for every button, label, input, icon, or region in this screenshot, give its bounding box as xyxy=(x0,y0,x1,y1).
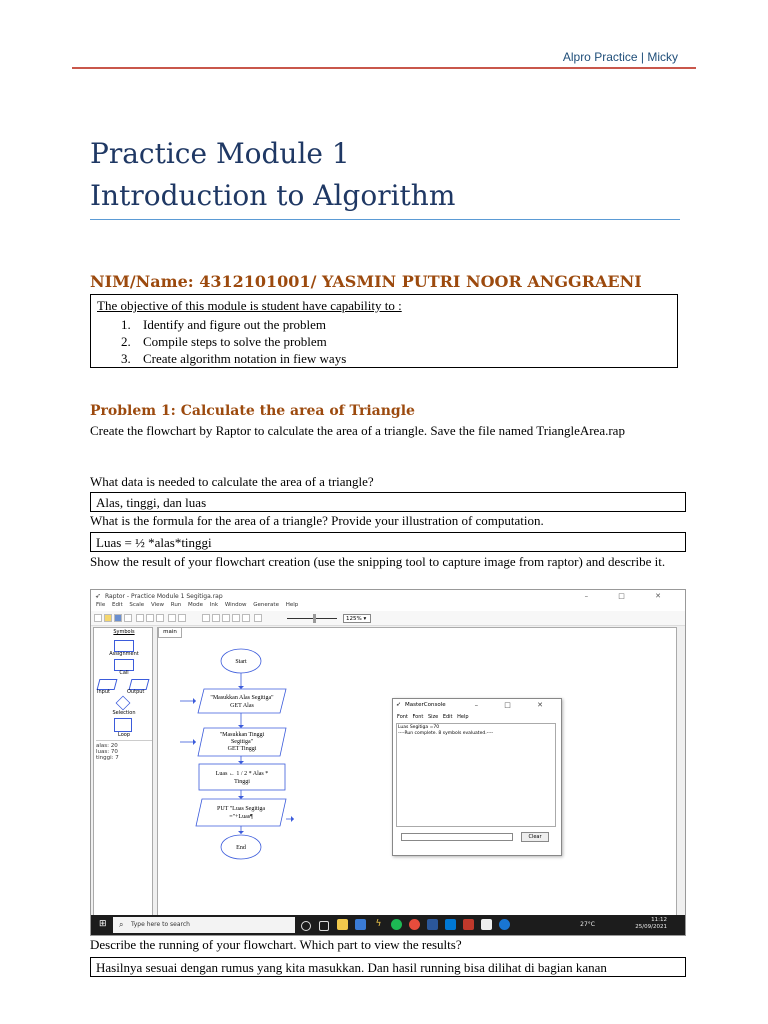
windows-start-icon[interactable]: ⊞ xyxy=(99,919,107,929)
flowchart-canvas xyxy=(157,627,677,919)
console-output-line: ----Run complete. 8 symbols evaluated.---- xyxy=(398,731,494,736)
list-number: 1. xyxy=(121,317,131,332)
end-label: End xyxy=(236,845,246,851)
selection-symbol[interactable] xyxy=(116,696,131,711)
explorer-icon[interactable] xyxy=(337,919,348,930)
cortana-icon[interactable] xyxy=(301,921,311,931)
list-text: Identify and figure out the problem xyxy=(143,317,327,332)
zoom-value: 125% xyxy=(346,616,362,622)
assignment-text-2: Tinggi xyxy=(234,779,250,785)
menu-window[interactable]: Window xyxy=(224,602,247,608)
step-icon[interactable] xyxy=(232,614,240,622)
speed-slider[interactable] xyxy=(287,618,337,619)
assignment-text: Luas ← 1 / 2 * Alas * xyxy=(215,771,269,777)
console-output[interactable] xyxy=(396,723,556,827)
input-alas-block[interactable] xyxy=(198,689,286,713)
objective-box xyxy=(90,294,678,368)
copy-icon[interactable] xyxy=(146,614,154,622)
console-icon: ➶ xyxy=(396,701,402,708)
student-name: NIM/Name: 4312101001/ YASMIN PUTRI NOOR ANGGRAENI xyxy=(90,272,642,291)
menu-ink[interactable]: Ink xyxy=(209,602,219,608)
console-menu-font[interactable]: Font xyxy=(397,714,408,720)
console-input[interactable] xyxy=(401,833,513,841)
window-controls[interactable]: – □ ✕ xyxy=(584,592,675,600)
lightning-icon[interactable]: ϟ xyxy=(373,919,384,930)
answer-4: Hasilnya sesuai dengan rumus yang kita masukkan. Dan hasil running bisa dilihat di bagian kanan xyxy=(90,957,686,977)
zoom-select[interactable]: 125% ▾ xyxy=(343,614,371,623)
variable-item: tinggi: 7 xyxy=(96,755,119,761)
input-tinggi-prompt: "Masukkan Tinggi xyxy=(219,732,265,738)
tab-main[interactable]: main xyxy=(158,627,182,638)
objective-heading: The objective of this module is student have capability to : xyxy=(97,298,402,313)
objective-list xyxy=(121,316,346,367)
page-subtitle: Introduction to Algorithm xyxy=(90,179,456,212)
speed-slider-thumb[interactable] xyxy=(313,614,316,623)
call-label: Call xyxy=(119,670,129,676)
menu-mode[interactable]: Mode xyxy=(188,602,204,608)
search-placeholder: Type here to search xyxy=(131,921,190,928)
console-menu-help[interactable]: Help xyxy=(457,714,469,720)
run-icon[interactable] xyxy=(202,614,210,622)
clock-date: 25/09/2021 xyxy=(635,924,667,930)
page-title: Practice Module 1 xyxy=(90,137,350,170)
temperature: 27°C xyxy=(580,921,595,928)
list-number: 3. xyxy=(121,351,131,366)
list-text: Compile steps to solve the problem xyxy=(143,334,327,349)
loop-symbol[interactable] xyxy=(114,718,132,732)
save-icon[interactable] xyxy=(114,614,122,622)
menu-file[interactable]: File xyxy=(96,602,106,608)
menu-scale[interactable]: Scale xyxy=(129,602,145,608)
pen-icon[interactable] xyxy=(254,614,262,622)
word-icon[interactable] xyxy=(427,919,438,930)
answer-2: Luas = ½ *alas*tinggi xyxy=(90,532,686,552)
answer-1: Alas, tinggi, dan luas xyxy=(90,492,686,512)
new-icon[interactable] xyxy=(94,614,102,622)
help-icon[interactable] xyxy=(499,919,510,930)
toolbar xyxy=(91,611,685,626)
selection-label: Selection xyxy=(112,710,136,716)
output-text: PUT "Luas Segitiga xyxy=(216,806,266,812)
search-icon: ⌕ xyxy=(119,920,124,929)
problem-title: Problem 1: Calculate the area of Triangle xyxy=(90,403,415,419)
question-4: Describe the running of your flowchart. Which part to view the results? xyxy=(90,937,462,952)
pause-icon[interactable] xyxy=(212,614,220,622)
output-block[interactable] xyxy=(196,799,286,826)
start-label: Start xyxy=(235,659,247,665)
console-menu-edit[interactable]: Edit xyxy=(442,714,453,720)
palette-header: Symbols xyxy=(113,629,135,635)
dropbox-icon[interactable] xyxy=(355,919,366,930)
output-label: Output xyxy=(127,689,145,695)
edge-icon[interactable] xyxy=(445,919,456,930)
menu-view[interactable]: View xyxy=(150,602,164,608)
raptor-icon: ➶ xyxy=(95,592,101,600)
console-menu xyxy=(397,714,469,720)
input-label: Input xyxy=(97,689,110,695)
console-window-controls[interactable]: – □ ✕ xyxy=(474,701,555,709)
raptor-taskbar-icon[interactable] xyxy=(481,919,492,930)
menu-generate[interactable]: Generate xyxy=(253,602,279,608)
list-item xyxy=(121,333,346,350)
menu-edit[interactable]: Edit xyxy=(111,602,123,608)
assignment-block[interactable] xyxy=(199,764,285,790)
input-tinggi-get: GET Tinggi xyxy=(227,746,257,752)
header-text: Alpro Practice | Micky xyxy=(562,50,678,64)
console-output-line: Luas Segitiga =70 xyxy=(398,725,440,730)
variable-item: luas: 70 xyxy=(96,749,118,755)
redo-icon[interactable] xyxy=(178,614,186,622)
input-alas-get: GET Alas xyxy=(230,703,254,709)
taskbar-search[interactable] xyxy=(113,917,295,933)
pdf-icon[interactable] xyxy=(463,919,474,930)
header-rule xyxy=(72,67,696,69)
problem-description: Create the flowchart by Raptor to calculate the area of a triangle. Save the file named TriangleArea.rap xyxy=(90,423,625,438)
raptor-screenshot xyxy=(90,589,686,936)
console-title: MasterConsole xyxy=(405,702,446,708)
windows-taskbar xyxy=(91,915,685,935)
variable-watch xyxy=(96,740,152,761)
title-rule xyxy=(90,219,680,220)
list-number: 2. xyxy=(121,334,131,349)
open-icon[interactable] xyxy=(104,614,112,622)
assignment-label: Assignment xyxy=(109,651,139,657)
task-view-icon[interactable] xyxy=(319,921,329,931)
menu-help[interactable]: Help xyxy=(285,602,299,608)
menu-run[interactable]: Run xyxy=(170,602,182,608)
list-item xyxy=(121,316,346,333)
variable-item: alas: 20 xyxy=(96,743,118,749)
window-titlebar xyxy=(91,590,685,602)
input-alas-prompt: "Masukkan Alas Segitiga" xyxy=(210,695,274,701)
clear-button[interactable]: Clear xyxy=(521,832,549,842)
clock[interactable] xyxy=(635,917,667,931)
question-2: What is the formula for the area of a triangle? Provide your illustration of computation. xyxy=(90,513,544,528)
output-text-2: ="+Luas¶ xyxy=(229,814,253,820)
window-title: Raptor - Practice Module 1 Segitiga.rap xyxy=(105,593,223,600)
list-text: Create algorithm notation in fiew ways xyxy=(143,351,347,366)
spotify-icon[interactable] xyxy=(391,919,402,930)
master-console-window xyxy=(392,698,562,856)
console-menu-font-size[interactable]: Font Size xyxy=(412,714,439,720)
undo-icon[interactable] xyxy=(168,614,176,622)
menu-bar xyxy=(91,602,685,611)
question-1: What data is needed to calculate the area of a triangle? xyxy=(90,474,374,489)
symbol-palette xyxy=(93,627,153,927)
list-item xyxy=(121,350,346,367)
step-into-icon[interactable] xyxy=(242,614,250,622)
chrome-icon[interactable] xyxy=(409,919,420,930)
loop-label: Loop xyxy=(118,732,130,738)
input-tinggi-prompt-2: Segitiga" xyxy=(230,739,254,745)
clock-time: 11:12 xyxy=(651,917,667,923)
question-3: Show the result of your flowchart creation (use the snipping tool to capture image from raptor) and describe it. xyxy=(90,554,666,569)
stop-icon[interactable] xyxy=(222,614,230,622)
print-icon[interactable] xyxy=(124,614,132,622)
paste-icon[interactable] xyxy=(156,614,164,622)
cut-icon[interactable] xyxy=(136,614,144,622)
